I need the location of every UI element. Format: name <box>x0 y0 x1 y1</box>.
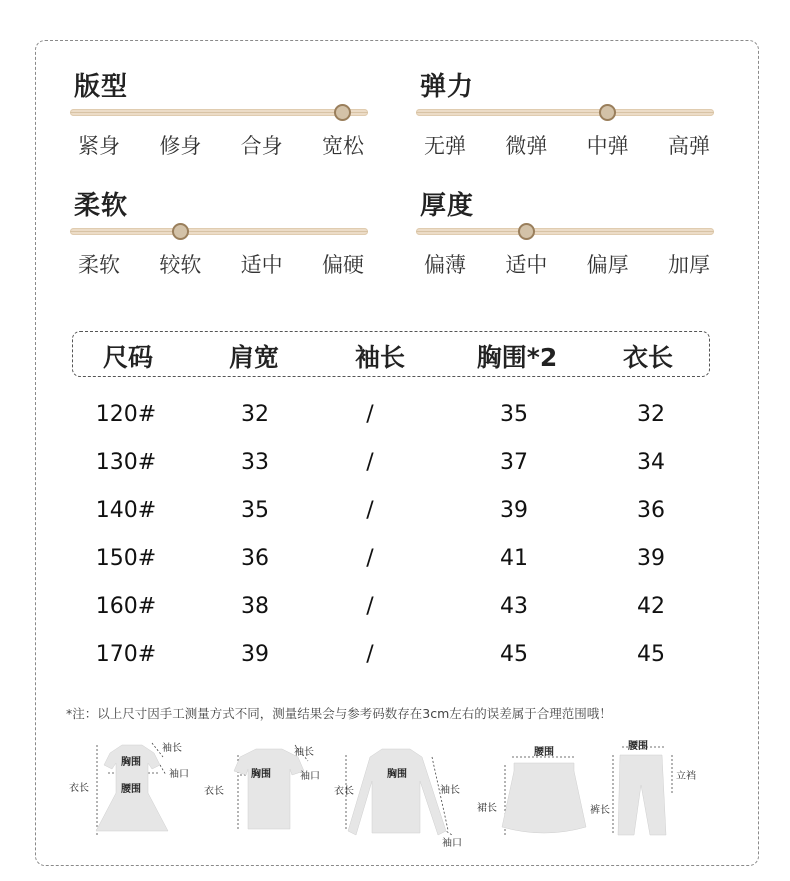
table-row <box>0 546 790 576</box>
cell-shoulder: 38 <box>241 594 269 619</box>
label-chest: 胸围 <box>251 769 271 780</box>
cell-length: 42 <box>637 594 665 619</box>
attribute-option: 偏硬 <box>321 253 364 277</box>
table-row <box>0 402 790 432</box>
attribute-softness <box>70 185 370 285</box>
header-length: 衣长 <box>622 343 673 372</box>
cell-chest: 37 <box>500 450 528 475</box>
attribute-elasticity <box>416 66 716 166</box>
table-row <box>0 498 790 528</box>
cell-sleeve: / <box>366 642 374 667</box>
attribute-option: 加厚 <box>667 253 710 277</box>
attribute-fit <box>70 66 370 166</box>
attribute-option: 无弹 <box>424 134 466 158</box>
cell-length: 39 <box>637 546 665 571</box>
label-pants-length: 裤长 <box>590 805 610 816</box>
label-length: 衣长 <box>334 786 354 797</box>
attribute-option: 微弹 <box>505 134 548 158</box>
attribute-knob[interactable] <box>172 223 189 240</box>
attribute-title: 版型 <box>74 72 129 102</box>
measurement-note: *注：以上尺寸因手工测量方式不同，测量结果会与参考码数存在3cm左右的误差属于合理范围哦！ <box>66 706 612 721</box>
attribute-option: 适中 <box>505 253 548 277</box>
label-skirt-length: 裙长 <box>477 803 497 814</box>
label-rise: 立裆 <box>676 771 696 782</box>
label-chest: 胸围 <box>387 769 407 780</box>
attribute-track <box>70 228 368 235</box>
attribute-option: 合身 <box>240 134 283 158</box>
header-chest: 胸围*2 <box>476 343 558 372</box>
attribute-knob[interactable] <box>334 104 351 121</box>
attribute-knob[interactable] <box>599 104 616 121</box>
label-chest: 胸围 <box>121 757 141 768</box>
cell-shoulder: 39 <box>241 642 269 667</box>
label-cuff: 袖口 <box>442 838 462 849</box>
cell-sleeve: / <box>366 498 374 523</box>
cell-chest: 35 <box>500 402 528 427</box>
cell-shoulder: 32 <box>241 402 269 427</box>
attribute-title: 厚度 <box>420 191 475 221</box>
attribute-option: 宽松 <box>321 134 364 158</box>
cell-shoulder: 33 <box>241 450 269 475</box>
cell-sleeve: / <box>366 594 374 619</box>
cell-shoulder: 36 <box>241 546 269 571</box>
cell-size: 150# <box>95 546 157 571</box>
label-sleeve: 袖长 <box>440 785 460 796</box>
table-row <box>0 594 790 624</box>
cell-chest: 39 <box>500 498 528 523</box>
attribute-options <box>424 249 710 279</box>
attribute-options <box>78 249 364 279</box>
attribute-options <box>78 130 364 160</box>
attribute-track <box>70 109 368 116</box>
attribute-thickness <box>416 185 716 285</box>
attribute-option: 修身 <box>159 134 202 158</box>
attribute-option: 偏薄 <box>424 253 466 277</box>
cell-sleeve: / <box>366 402 374 427</box>
attribute-option: 高弹 <box>667 134 710 158</box>
label-cuff: 袖口 <box>169 769 189 780</box>
label-waist: 腰围 <box>628 741 648 752</box>
label-waist: 腰围 <box>121 784 141 795</box>
cell-sleeve: / <box>366 450 374 475</box>
attribute-track <box>416 228 714 235</box>
cell-shoulder: 35 <box>241 498 269 523</box>
attribute-option: 适中 <box>240 253 283 277</box>
cell-length: 32 <box>637 402 665 427</box>
attribute-option: 偏厚 <box>586 253 629 277</box>
header-shoulder: 肩宽 <box>228 343 279 372</box>
header-size: 尺码 <box>102 343 153 372</box>
attribute-option: 柔软 <box>78 253 120 277</box>
attribute-track <box>416 109 714 116</box>
table-row <box>0 450 790 480</box>
label-sleeve: 袖长 <box>162 743 182 754</box>
attribute-knob[interactable] <box>518 223 535 240</box>
attribute-option: 中弹 <box>586 134 629 158</box>
table-row <box>0 642 790 672</box>
header-sleeve: 袖长 <box>354 343 405 372</box>
cell-length: 36 <box>637 498 665 523</box>
attribute-title: 柔软 <box>74 191 129 221</box>
cell-size: 140# <box>95 498 157 523</box>
cell-length: 45 <box>637 642 665 667</box>
attribute-option: 紧身 <box>78 134 120 158</box>
cell-size: 170# <box>95 642 157 667</box>
cell-chest: 41 <box>500 546 528 571</box>
cell-length: 34 <box>637 450 665 475</box>
cell-chest: 45 <box>500 642 528 667</box>
label-length: 衣长 <box>204 786 224 797</box>
cell-sleeve: / <box>366 546 374 571</box>
label-length: 衣长 <box>69 783 89 794</box>
cell-chest: 43 <box>500 594 528 619</box>
cell-size: 120# <box>95 402 157 427</box>
attribute-title: 弹力 <box>420 72 475 102</box>
measurement-diagrams <box>60 735 720 855</box>
label-sleeve: 袖长 <box>294 747 314 758</box>
cell-size: 130# <box>95 450 157 475</box>
attribute-options <box>424 130 710 160</box>
cell-size: 160# <box>95 594 157 619</box>
attribute-option: 较软 <box>159 253 202 277</box>
label-waist: 腰围 <box>534 747 554 758</box>
label-cuff: 袖口 <box>300 771 320 782</box>
